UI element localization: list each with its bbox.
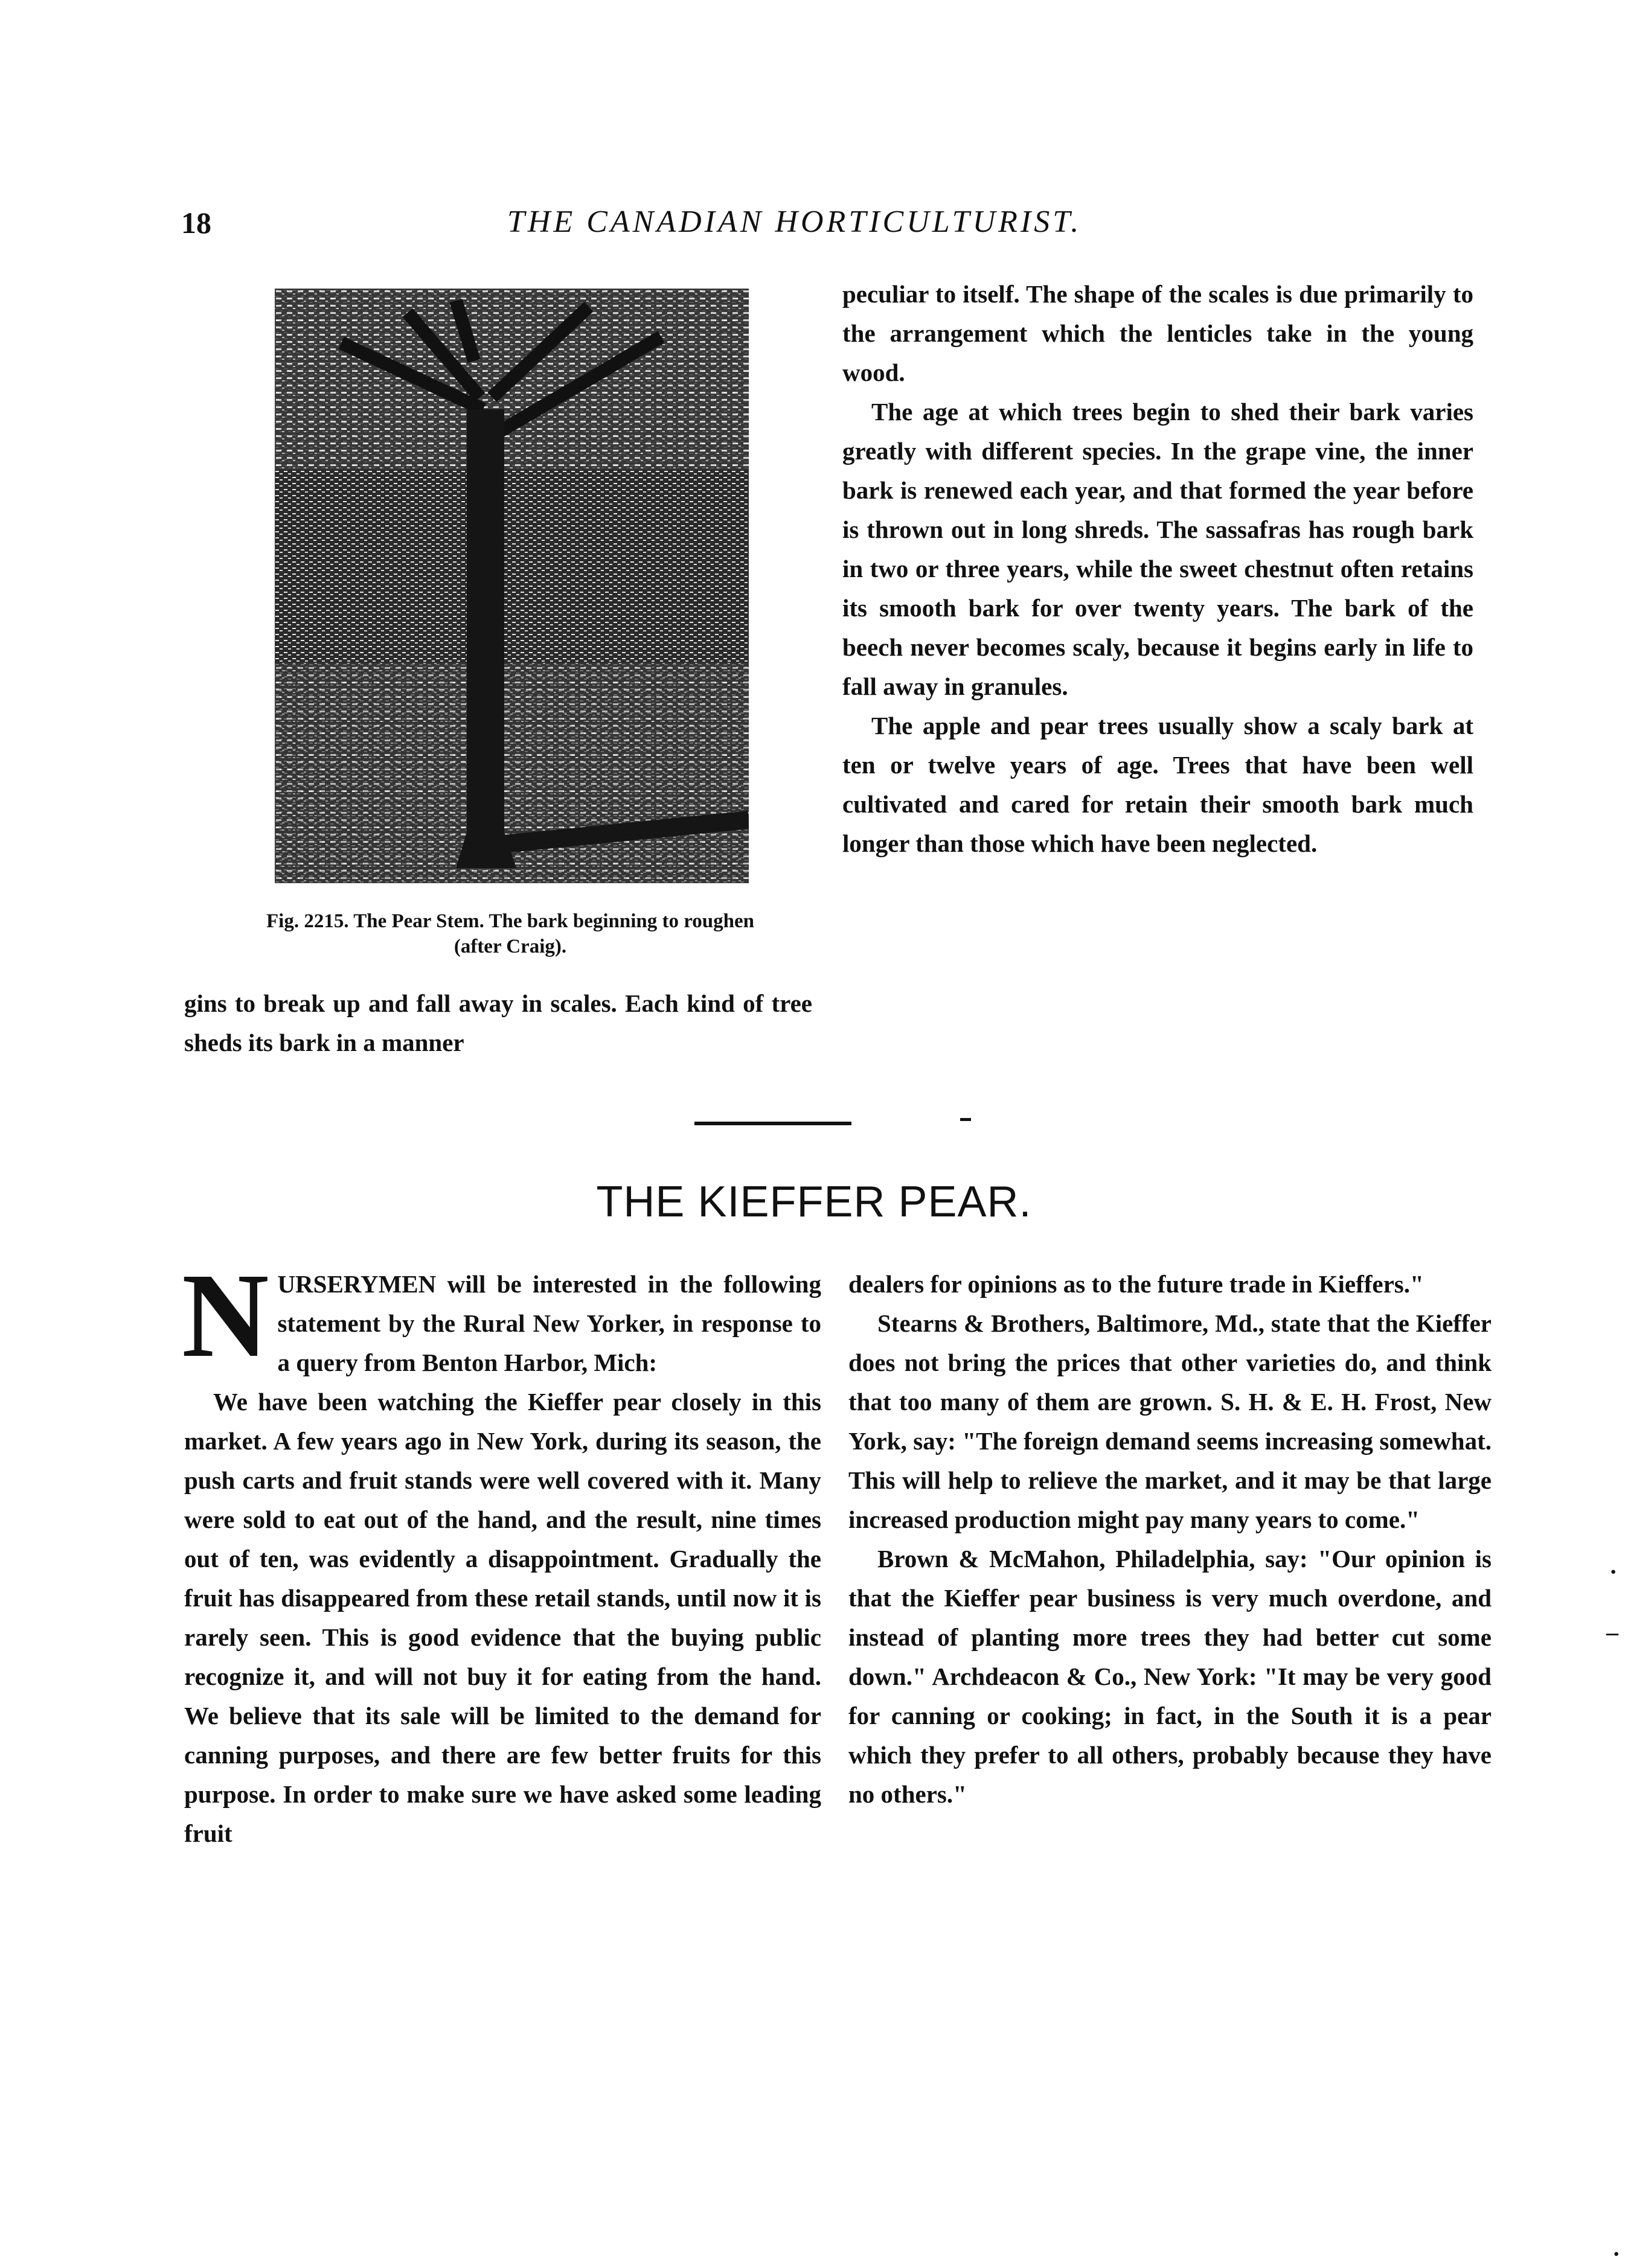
paragraph: Stearns & Brothers, Baltimore, Md., state that the Kieffer does not bring the prices that other varieties do, and think that too many of them are grown. S. H. & E. H. Frost, New York, say: "The foreign demand seems increasing somewhat. This will help to relieve the market, and it may be that large increased production might pay many years to come." (848, 1309, 1492, 1533)
section-divider (694, 1122, 851, 1125)
paragraph: dealers for opinions as to the future trade in Kieffers." (848, 1270, 1424, 1298)
pear-stem-figure (275, 289, 749, 883)
drop-cap: N (182, 1249, 269, 1382)
article-left-column (182, 1249, 821, 1853)
running-title: THE CANADIAN HORTICULTURIST. (507, 205, 1082, 239)
upper-left-column (184, 984, 812, 1062)
paragraph: The age at which trees begin to shed their bark varies greatly with different species. In the grape vine, the inner bark is renewed each year, and that formed the year before is thrown out in long shreds. The sassafras has rough bark in two or three years, while the sweet chestnut often retains its smooth bark for over twenty years. The bark of the beech never becomes scaly, because it begins early in life to fall away in granules. (842, 398, 1473, 700)
margin-speck: · (1609, 1558, 1618, 1585)
paragraph: peculiar to itself. The shape of the scales is due primarily to the arrangement which the lenticles take in the young wood. (842, 280, 1473, 386)
page-number: 18 (181, 206, 211, 240)
paragraph (182, 1249, 821, 1382)
paragraph: gins to break up and fall away in scales. Each kind of tree sheds its bark in a manner (184, 989, 812, 1056)
article-right-column (848, 1265, 1492, 1814)
article-title: THE KIEFFER PEAR. (596, 1178, 1032, 1226)
pear-stem-illustration (275, 289, 749, 883)
paragraph: Brown & McMahon, Philadelphia, say: "Our opinion is that the Kieffer pear business is very much overdone, and instead of planting more trees they had better cut some down." Archdeacon & Co., New York: "It may be very good for canning or cooking; in fact, in the South it is a pear which they prefer to all others, probably because they have no others." (848, 1545, 1492, 1808)
paragraph: We have been watching the Kieffer pear closely in this market. A few years ago in New York, during its season, the push carts and fruit stands were well covered with it. Many were sold to eat out of the hand, and the result, nine times out of ten, was evidently a disappointment. Gradually the fruit has disappeared from these retail stands, until now it is rarely seen. This is good evidence that the buying public recognize it, and will not buy it for eating from the hand. We believe that its sale will be limited to the demand for canning purposes, and there are few better fruits for this purpose. In order to make sure we have asked some leading fruit (184, 1388, 821, 1847)
margin-speck: – (1606, 1618, 1618, 1646)
intro-text: URSERYMEN will be interested in the following statement by the Rural New Yorker, in response to a query from Benton Harbor, Mich: (277, 1270, 821, 1376)
paragraph: The apple and pear trees usually show a scaly bark at ten or twelve years of age. Trees that have been well cultivated and cared for retain their smooth bark much longer than those which have been neglected. (842, 712, 1473, 857)
figure-caption: Fig. 2215. The Pear Stem. The bark beginning to roughen (after Craig). (266, 910, 754, 957)
divider-mark (960, 1118, 971, 1121)
upper-right-column (842, 275, 1473, 863)
margin-speck: · (1612, 2240, 1621, 2267)
